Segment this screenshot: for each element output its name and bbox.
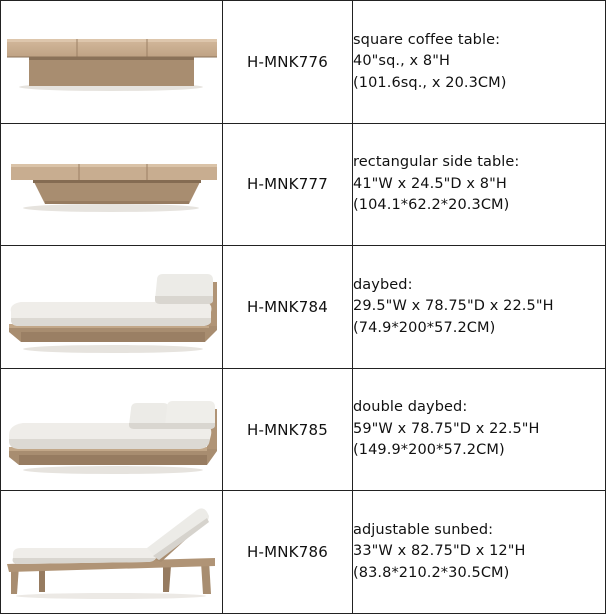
dimensions-cm: (83.8*210.2*30.5CM) [353,564,510,581]
adjustable-sunbed-photo [1,492,222,613]
table-row [1,1,606,124]
product-image-cell [1,368,223,491]
product-description [353,491,606,614]
product-name: rectangular side table: [353,154,520,171]
table-row [1,123,606,246]
product-description [353,123,606,246]
product-image-cell [1,491,223,614]
product-code: H-MNK785 [223,368,353,491]
product-name: adjustable sunbed: [353,521,494,538]
dimensions-inches: 59"W x 78.75"D x 22.5"H [353,420,540,437]
product-description [353,368,606,491]
dimensions-inches: 33"W x 82.75"D x 12"H [353,543,526,560]
product-image-cell [1,123,223,246]
product-code: H-MNK786 [223,491,353,614]
dimensions-cm: (104.1*62.2*20.3CM) [353,197,510,214]
product-code: H-MNK777 [223,123,353,246]
dimensions-cm: (74.9*200*57.2CM) [353,319,496,336]
dimensions-inches: 41"W x 24.5"D x 8"H [353,175,507,192]
table-row [1,246,606,369]
product-image-cell [1,1,223,124]
table-row [1,368,606,491]
product-description [353,246,606,369]
dimensions-inches: 29.5"W x 78.75"D x 22.5"H [353,298,554,315]
square-coffee-table-photo [1,1,222,122]
product-image-cell [1,246,223,369]
dimensions-cm: (101.6sq., x 20.3CM) [353,74,507,91]
product-name: double daybed: [353,399,468,416]
dimensions-cm: (149.9*200*57.2CM) [353,442,505,459]
table-row [1,491,606,614]
dimensions-inches: 40"sq., x 8"H [353,53,450,70]
product-description [353,1,606,124]
rectangular-side-table-photo [1,124,222,245]
product-name: daybed: [353,276,413,293]
daybed-photo [1,246,222,367]
product-name: square coffee table: [353,31,501,48]
double-daybed-photo [1,369,222,490]
product-code: H-MNK776 [223,1,353,124]
product-code: H-MNK784 [223,246,353,369]
